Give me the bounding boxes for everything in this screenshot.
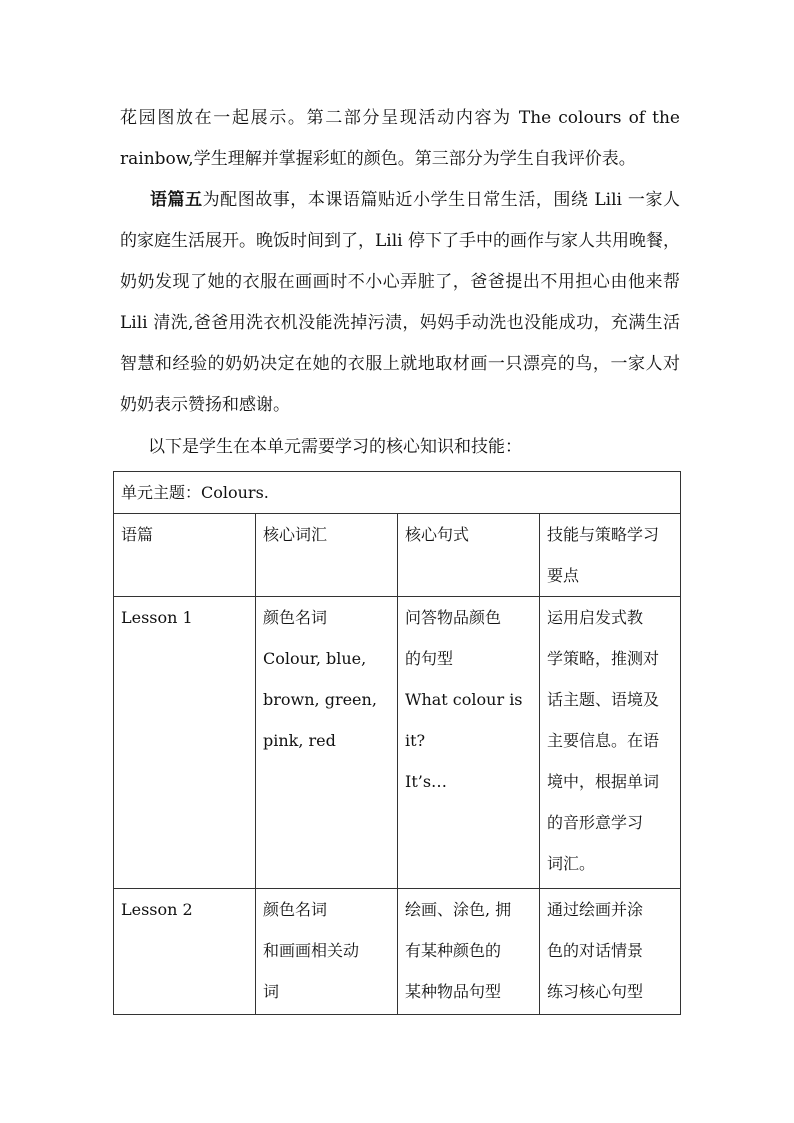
header-sentences: 核心句式 xyxy=(398,514,540,597)
sentence-line: What colour is xyxy=(405,690,523,709)
skill-line: 词汇。 xyxy=(547,854,596,873)
table-title-row xyxy=(114,472,681,514)
text-five-body: 为配图故事，本课语篇贴近小学生日常生活，围绕 Lili 一家人的家庭生活展开。晚饭时间到了，Lili 停下了手中的画作与家人共用晚餐，奶奶发现了她的衣服在画画时不小心弄脏了，爸爸提出不用担心由他来帮 Lili 清洗,爸爸用洗衣机没能洗掉污渍，妈妈手动洗也没能成功，充满生活智慧和经验的奶奶决定在她的衣服上就地取材画一只漂亮的鸟，一家人对奶奶表示赞扬和感谢。 xyxy=(120,190,681,415)
sentence-line: 的句型 xyxy=(405,649,454,668)
skill-line: 话主题、语境及 xyxy=(547,690,660,709)
vocab-line: 颜色名词 xyxy=(263,608,328,627)
sentence-line: it? xyxy=(405,731,426,750)
skills-cell xyxy=(540,889,681,1015)
vocab-line: 颜色名词 xyxy=(263,900,328,919)
sentences-cell xyxy=(398,597,540,889)
text-five-paragraph xyxy=(120,180,680,426)
sentence-line: 绘画、涂色, 拥 xyxy=(405,900,512,919)
lesson-cell: Lesson 1 xyxy=(114,597,256,889)
vocab-cell xyxy=(256,597,398,889)
core-knowledge-table xyxy=(113,471,681,1015)
table-header-row xyxy=(114,514,681,597)
skill-line: 练习核心句型 xyxy=(547,982,644,1001)
sentences-cell xyxy=(398,889,540,1015)
sentence-line: 某种物品句型 xyxy=(405,982,502,1001)
skill-line: 运用启发式教 xyxy=(547,608,644,627)
skill-line: 境中，根据单词 xyxy=(547,772,660,791)
vocab-line: 和画画相关动 xyxy=(263,941,360,960)
text-five-label: 语篇五 xyxy=(150,190,203,210)
skill-line: 通过绘画并涂 xyxy=(547,900,644,919)
header-vocab: 核心词汇 xyxy=(256,514,398,597)
vocab-line: brown, green, xyxy=(263,690,377,709)
table-row xyxy=(114,597,681,889)
header-skills: 技能与策略学习要点 xyxy=(540,514,681,597)
vocab-cell xyxy=(256,889,398,1015)
vocab-line: pink, red xyxy=(263,731,336,750)
sentence-line: It’s… xyxy=(405,772,448,791)
lesson-cell: Lesson 2 xyxy=(114,889,256,1015)
vocab-line: Colour, blue, xyxy=(263,649,367,668)
intro-paragraph: 花园图放在一起展示。第二部分呈现活动内容为 The colours of the rainbow,学生理解并掌握彩虹的颜色。第三部分为学生自我评价表。 xyxy=(120,108,680,169)
table-row xyxy=(114,889,681,1015)
sentence-line: 有某种颜色的 xyxy=(405,941,502,960)
skills-cell xyxy=(540,597,681,889)
skill-line: 主要信息。在语 xyxy=(547,731,660,750)
header-text: 语篇 xyxy=(114,514,256,597)
vocab-line: 词 xyxy=(263,982,280,1001)
skill-line: 学策略，推测对 xyxy=(547,649,660,668)
skill-line: 色的对话情景 xyxy=(547,941,644,960)
table-intro-line: 以下是学生在本单元需要学习的核心知识和技能： xyxy=(148,437,522,457)
unit-theme-cell: 单元主题：Colours. xyxy=(114,472,681,514)
skill-line: 的音形意学习 xyxy=(547,813,644,832)
sentence-line: 问答物品颜色 xyxy=(405,608,502,627)
